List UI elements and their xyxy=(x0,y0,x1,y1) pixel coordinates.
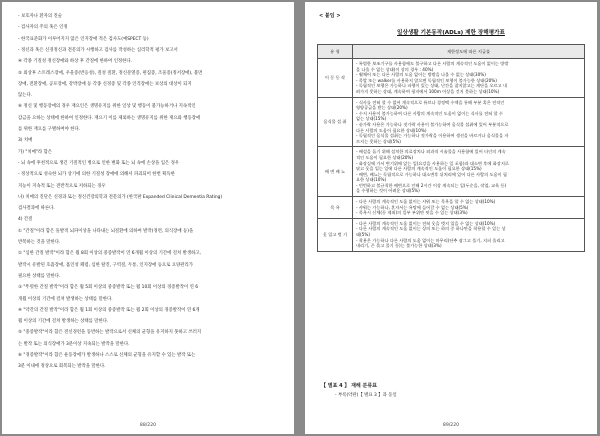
row-category: 이 동 동 작 xyxy=(318,59,353,98)
left-text-line: 나) 치매의 진단은 신경과 또는 정신건강의학과 전문의가 (한국판 Expanded Clinical Dementia Rating) xyxy=(18,194,223,200)
left-text-line: 개월 이상의 기간에 걸쳐 발생하는 상태를 말한다. xyxy=(18,296,113,302)
right-page-number: 89/220 xyxy=(442,423,460,428)
row-item: 영양공급을 받는 상태(20%) xyxy=(356,105,408,111)
row-item: 내리기, 끈 묶고 풀기 등)는 불가능한 상태(3%) xyxy=(356,243,442,249)
table-header-row xyxy=(318,45,585,59)
row-item: 적인 도움이 필요한 상태(20%) xyxy=(356,154,414,160)
left-text-line: ④ 각종 기질성 정신장애와 하상 후 간질에 한하여 인정한다. xyxy=(18,59,133,65)
header-rate: 제한정도에 따른 지급률 xyxy=(353,45,585,59)
adl-table xyxy=(317,44,585,252)
attachment-badge: < 붙임 > xyxy=(319,13,341,19)
row-item: - 다른 사람의 계속적인 도움 없이는 전혀 옷을 벗지 입을 수 없는 상태(10%) xyxy=(356,220,496,226)
left-text-line: 반복하는 것을 말한다. xyxy=(18,240,61,245)
row-item: 르지는 못하는 상태(5%) xyxy=(356,138,401,144)
attachment-title: 【 별표 4 】 재해 분류표 xyxy=(321,383,377,389)
left-text-line: 필요한 상태를 말한다. xyxy=(18,273,61,279)
row-item: - 화장실에 가서 변기위에 앉는 일(요강을 사용하는 일 포함)과 대소변 후에 화장지로 xyxy=(356,160,509,166)
left-text-line: 장애, 전환장애, 공포장애, 강박장애 등 각종 신경증 및 각종 인격장애는 보상의 대상이 되지 xyxy=(18,81,192,87)
row-item: - 독립적인 음식물 섭취는 가능하나 젓가락을 이용하여 생선을 바르거나 음식물을 자 xyxy=(356,133,509,139)
left-text-line: ⑤ "중증발작"이라 함은 전신경련을 동반하는 발작으로서 신체의 균형을 유지하지 못하고 쓰러지 xyxy=(18,330,202,336)
row-item: - 수저 사용이 불가능하여 다른 사람의 계속적인 도움이 없이는 식사를 전혀 할 수 xyxy=(356,110,503,116)
row-item: 을 나올 수 없는 상태(이 상의 경우 : 40%) xyxy=(356,66,434,72)
attachment-line: - 부록(약관)【 별표 3 】과 동일 xyxy=(335,393,397,398)
row-item: - 목욕시 신체(등 제외)의 일부 부위만 씻을 수 있는 상태(3%) xyxy=(356,210,468,216)
row-item: 태(5%) xyxy=(356,232,370,238)
row-item: - 배설을 돕기 위해 설치한 의료장치나 외과적 시술물을 사용함에 있어 타인의 계속 xyxy=(356,149,506,155)
row-item: - 배변, 배뇨는 독립적으로 가능하나 대소변후 뒤처리에 있어 다른 사람의 도움이 필 xyxy=(356,171,507,177)
left-text-line: 3분 이내에 정상으로 회복되는 발작을 말한다. xyxy=(18,364,106,370)
row-item: 없는 상태(15%) xyxy=(356,116,387,122)
row-item: - 다른 사람의 계속적인 도움 없이는 상의 또는 하의 중 하나만을 착용할 수 있는 상 xyxy=(356,226,506,232)
table-row xyxy=(318,59,585,98)
left-text-line: - 보호자나 환자의 진술 xyxy=(18,14,62,19)
table-title: 일상생활 기본동작(ADLs) 제한 장해평가표 xyxy=(397,30,505,36)
left-text-line: 지능이 지속적 또는 전반적으로 저하되는 경우 xyxy=(18,183,106,189)
left-text-line: 발작시 유발된 호흡장애, 흡인성 폐렴, 심한 탈진, 구역질, 두통, 인지장애 등으로 요양관리가 xyxy=(18,262,194,268)
adl-table-body xyxy=(318,59,585,252)
row-category: 음식물 섭 취 xyxy=(318,97,353,147)
row-item: - 빈번하고 불규칙한 배변으로 인해 2시간 이상 계속되는 일(두순을, 작업, 교육 등) xyxy=(356,182,507,188)
row-item: - 목발 또는 walker를 사용하지 않으면 독립적인 보행이 불가능한 상태(20%) xyxy=(356,77,497,83)
row-category: 목 욕 xyxy=(318,197,353,219)
table-row xyxy=(318,197,585,219)
row-item: 닦고 옷을 입는 일에 다른 사람의 계속적인 도움이 필요한 상태(15%) xyxy=(356,166,482,172)
left-text-line: ③ "뚜렷한 간질 발작"이라 함은 월 5회 이상의 중증발작 또는 월 10회 이상의 경증발작이 연 6 xyxy=(18,285,199,291)
row-item: 려가지 못하는 상태, 계속하여 평지에서 100m 이상을 걷지 못하는 상태(10%) xyxy=(356,88,500,94)
left-text-line: 감금을 요하는 상태에 한하여 인정한다. 재요기 이를 제외하는 생명유지를 위한 재요와 행동장애 xyxy=(18,115,201,121)
row-item: 다른 사람의 도움이 필요한 상태(10%) xyxy=(356,127,427,133)
left-text-line: ④ "약간의 간질 발작"이라 함은 월 1회 이상의 중증발작 또는 월 2회 이상의 경증발작이 연 6개 xyxy=(18,307,200,313)
row-item: - 특별한 보조기구를 사용함에도 불구하고 다른 사람의 계속적인 도움이 없이는 방밖 xyxy=(356,61,509,66)
row-item: - 샤워는 가능하나, 혼자서는 욕탕에 들어갈 수 없는 상태(5%) xyxy=(356,204,469,210)
left-text-line: ② "심한 간질 발작"이라 함은 월 8회 이상의 중증발작이 연 6개월 이상의 기간에 걸쳐 발생하고, xyxy=(18,251,201,257)
row-description xyxy=(353,97,585,147)
right-page xyxy=(305,2,597,434)
row-item: - 착용은 가능하나 다른 사람의 도움 없이는 마무리(단추 잠그고 풀기, 지퍼 올리고 xyxy=(356,237,505,243)
row-item: - 숟가락 사용은 가능하나 젓가락 사용이 불가능하여 음식물 섭취에 있어 부분적으로 xyxy=(356,121,509,127)
left-text-line: ⑥ "경증발작"이라 함은 운동장애가 발생하나 스스로 신체의 균형을 유지할 수 있는 발작 또는 xyxy=(18,353,196,358)
left-text-line: - 정신과 혹은 신경정신과 전문의가 시행하고 검사를 작성하는 심리학적 평가 보고서 xyxy=(18,47,178,53)
left-text-line: - 검사자의 주의 혹은 인정 xyxy=(18,25,68,31)
row-item: - 다른 사람의 계속적인 도움 없이는 샤워 또는 목욕을 할 수 없는 상태(10%) xyxy=(356,199,496,205)
row-item: 을 수행하는 것이 어려운 상태(5%) xyxy=(356,188,420,194)
row-description xyxy=(353,147,585,197)
left-page-number: 88/220 xyxy=(139,423,157,428)
left-text-line: - 뇌 속에 후천적으로 생긴 기질적인 병으로 인한 변화 또는 뇌 속에 손상을 입은 경우 xyxy=(18,160,180,166)
row-category: 배 변 배 뇨 xyxy=(318,147,353,197)
left-text-line: 는 발작 또는 의식장애가 3분이상 지속되는 발작을 말한다. xyxy=(18,341,130,347)
left-text-line: ⑥ 정신 및 행동장애의 경우 재요인은 생명유지를 위한 일상 및 행동이 불가능하거나 지속적인 xyxy=(18,104,196,110)
left-text-line: 3) 치매 xyxy=(18,138,33,144)
left-text-line: - 정상적으로 성숙한 뇌가 상기에 의한 기질성 장애에 의해서 파괴되어 한번 획득한 xyxy=(18,172,175,178)
left-text-line: 4) 간질 xyxy=(18,217,33,223)
table-row xyxy=(318,97,585,147)
left-text-line: ⑤ 외상후 스트레스장애, 우울증(반응성), 질성 질환, 정신분열증, 편집증, 조울증(정서장애), 불면 xyxy=(18,70,203,76)
row-description xyxy=(353,59,585,98)
left-text-line: 않는다. xyxy=(18,93,33,99)
row-item: - 휠체어 또는 다른 사람의 도움 없이는 방밖을 나올 수 없는 상태(30%) xyxy=(356,72,486,78)
left-text-line: 를 위한 재요를 구별하여야 한다. xyxy=(18,127,81,132)
row-item: - 독립적인 보행은 가능하나 파행이 있는 상태, 난간을 잡지않고는 계단을 오르고 내 xyxy=(356,83,507,89)
row-description xyxy=(353,197,585,219)
header-type: 유 형 xyxy=(318,45,353,59)
row-description xyxy=(353,218,585,251)
table-row xyxy=(318,147,585,197)
left-text-line: 월 이상의 기간에 걸쳐 발생하는 상태를 말한다. xyxy=(18,319,109,325)
row-category: 옷 입고 벗 기 xyxy=(318,218,353,251)
left-text-line: ① "간질"이라 함은 돌발적 뇌파이상을 나타내는 뇌질환에 의하여 발작(경련, 의식장애 등)을 xyxy=(18,228,194,234)
row-item: 요한 상태(10%) xyxy=(356,177,387,183)
left-text-line: 가) "치매"라 함은 xyxy=(18,149,52,155)
left-page xyxy=(2,2,294,434)
row-item: - 식사를 전혀 할 수 없어 계속적으로 튜브나 경정맥 수액을 통해 부분 혹은 전적인 xyxy=(356,99,505,105)
left-text-line: 검사결과에 따른다. xyxy=(18,206,55,212)
left-text-line: - 한국표준화가 이루어지지 않은 인지장애 적은 검사도(예SPECT 등) xyxy=(18,36,149,42)
table-row xyxy=(318,218,585,251)
